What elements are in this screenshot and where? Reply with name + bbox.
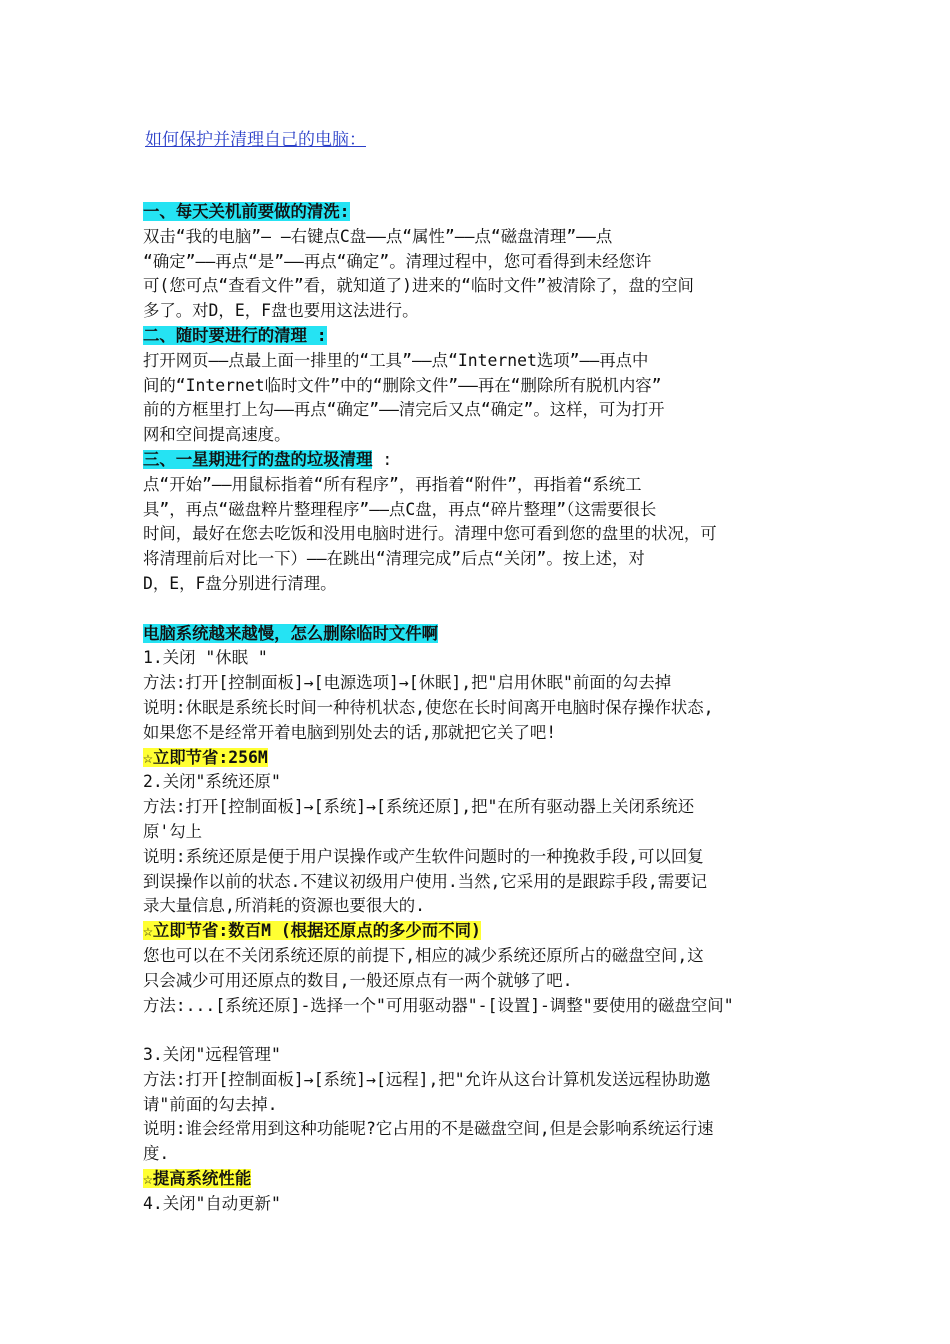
text-line: 具”，再点“磁盘粹片整理程序”——点C盘，再点“碎片整理”（这需要很长 [143, 499, 657, 519]
item-title: 1.关闭 "休眠 " [143, 648, 268, 668]
text-line: 可(您可点“查看文件”看，就知道了)进来的“临时文件”被清除了，盘的空间 [143, 276, 694, 296]
item-title: 2.关闭"系统还原" [143, 772, 281, 792]
text-line: 请"前面的勾去掉. [143, 1094, 278, 1114]
document-body [143, 200, 813, 1217]
text-line: 说明:系统还原是便于用户误操作或产生软件问题时的一种挽救手段,可以回复 [143, 846, 704, 866]
savings-line [143, 919, 813, 944]
savings-highlight: ☆立即节省:数百M (根据还原点的多少而不同) [143, 921, 481, 941]
text-line: 您也可以在不关闭系统还原的前提下,相应的减少系统还原所占的磁盘空间,这 [143, 945, 704, 965]
section-heading: 电脑系统越来越慢，怎么删除临时文件啊 [143, 623, 439, 643]
text-line: 方法:打开[控制面板]→[系统]→[系统还原],把"在所有驱动器上关闭系统还 [143, 797, 695, 817]
item-method: 方法:...[系统还原]-选择一个"可用驱动器"-[设置]-调整"要使用的磁盘空间" [143, 995, 734, 1015]
section-4 [143, 622, 813, 647]
section-heading: 三、一星期进行的盘的垃圾清理 [143, 449, 373, 469]
section-heading: 一、每天关机前要做的清洗: [143, 202, 350, 221]
text-line: 将清理前后对比一下）——在跳出“清理完成”后点“关闭”。按上述，对 [143, 549, 645, 569]
text-line: 前的方框里打上勾——再点“确定”——清完后又点“确定”。这样，可为打开 [143, 400, 665, 420]
section-heading: 二、随时要进行的清理 : [143, 325, 327, 345]
section-3 [143, 448, 813, 473]
text-line: 原'勾上 [143, 821, 203, 841]
text-line: 网和空间提高速度。 [143, 425, 291, 445]
text-line: 多了。对D，E，F盘也要用这法进行。 [143, 301, 419, 321]
item-title: 3.关闭"远程管理" [143, 1045, 281, 1065]
text-line: 到误操作以前的状态.不建议初级用户使用.当然,它采用的是跟踪手段,需要记 [143, 871, 707, 891]
text-line: 录大量信息,所消耗的资源也要很大的. [143, 896, 425, 916]
savings-line [143, 1167, 813, 1192]
text-line: 说明:休眠是系统长时间一种待机状态,使您在长时间离开电脑时保存操作状态, [143, 697, 714, 717]
section-2 [143, 324, 813, 349]
text-line: “确定”——再点“是”——再点“确定”。清理过程中，您可看得到未经您许 [143, 251, 652, 271]
document-title-link[interactable]: 如何保护并清理自己的电脑： [145, 130, 366, 150]
text-line: 度. [143, 1144, 170, 1164]
text-line: D，E，F盘分别进行清理。 [143, 573, 337, 593]
spacer [143, 1018, 813, 1043]
item-method: 方法:打开[控制面板]→[电源选项]→[休眠],把"启用休眠"前面的勾去掉 [143, 673, 672, 693]
text-line: 如果您不是经常开着电脑到别处去的话,那就把它关了吧! [143, 722, 557, 742]
text-line: 时间，最好在您去吃饭和没用电脑时进行。清理中您可看到您的盘里的状况，可 [143, 524, 717, 544]
text-line: 间的“Internet临时文件”中的“删除文件”——再在“删除所有脱机内容” [143, 375, 662, 395]
section-1 [143, 200, 813, 225]
section-heading-tail: : [372, 449, 393, 469]
text-line: 方法:打开[控制面板]→[系统]→[远程],把"允许从这台计算机发送远程协助邀 [143, 1069, 711, 1089]
item-title: 4.关闭"自动更新" [143, 1193, 281, 1213]
text-line: 只会减少可用还原点的数目,一般还原点有一两个就够了吧. [143, 970, 573, 990]
spacer [143, 597, 813, 622]
savings-highlight: ☆立即节省:256M [143, 747, 268, 767]
text-line: 打开网页——点最上面一排里的“工具”——点“Internet选项”——再点中 [143, 350, 649, 370]
text-line: 点“开始”——用鼠标指着“所有程序”，再指着“附件”，再指着“系统工 [143, 474, 642, 494]
savings-highlight: ☆提高系统性能 [143, 1169, 252, 1189]
savings-line [143, 746, 813, 771]
text-line: 双击“我的电脑”— —右键点C盘——点“属性”——点“磁盘清理”——点 [143, 226, 613, 246]
text-line: 说明:谁会经常用到这种功能呢?它占用的不是磁盘空间,但是会影响系统运行速 [143, 1119, 714, 1139]
